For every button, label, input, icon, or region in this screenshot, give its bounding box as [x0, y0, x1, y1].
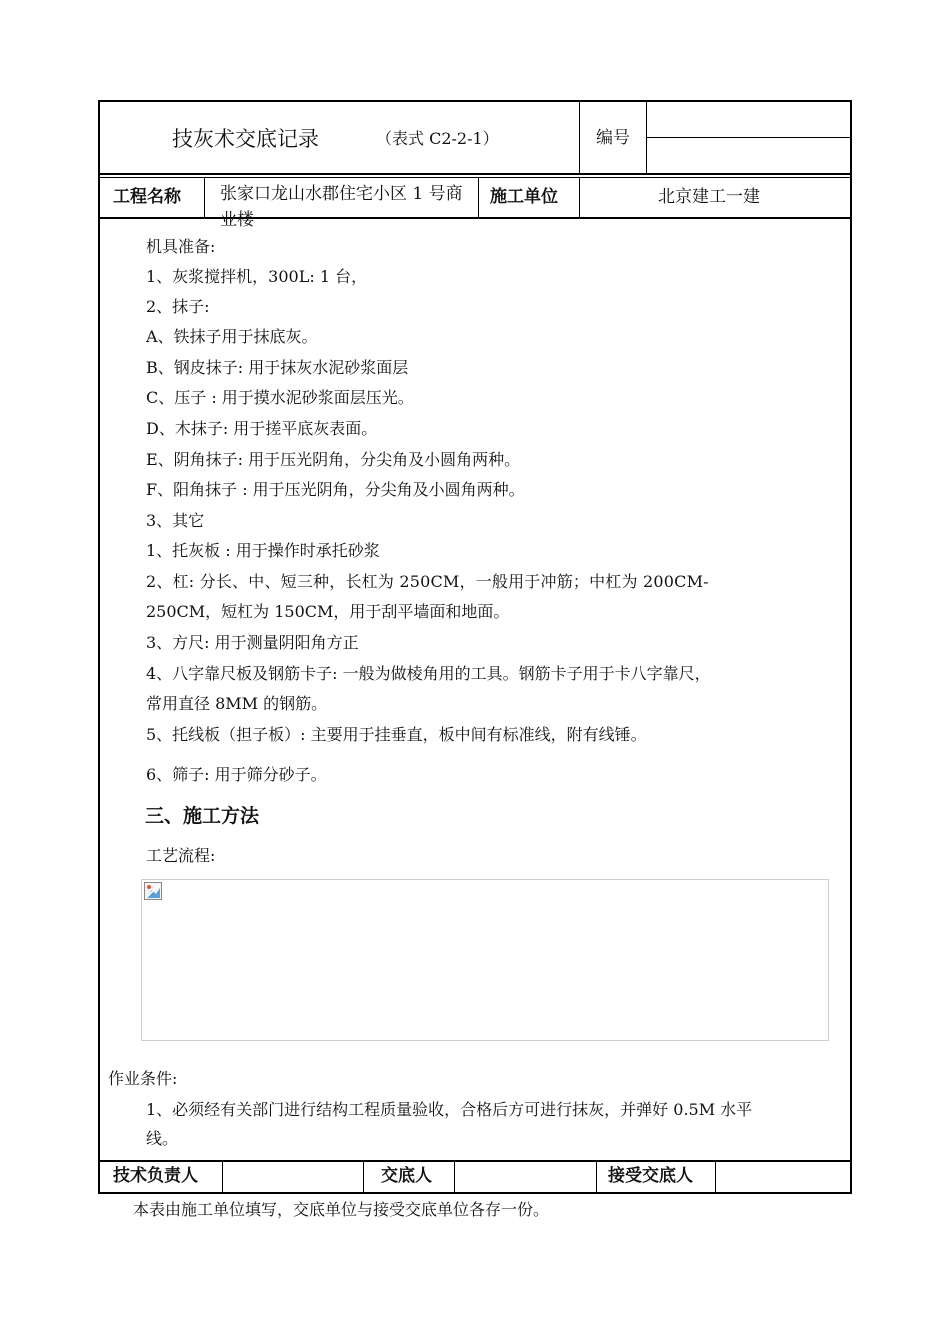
rod-description-line-1: 2、杠: 分长、中、短三种，长杠为 250CM，一般用于冲筋；中杠为 200CM-: [146, 572, 709, 591]
sieve-line: 6、筛子: 用于筛分砂子。: [146, 765, 327, 784]
number-label: 编号: [596, 128, 630, 148]
content-line: 机具准备:: [146, 237, 216, 256]
content-line: 1、托灰板 : 用于操作时承托砂浆: [146, 541, 380, 560]
ruler-description-line-2: 常用直径 8MM 的钢筋。: [146, 694, 328, 713]
document-title: 技灰术交底记录: [172, 127, 319, 151]
project-name-text: 张家口龙山水郡住宅小区 1 号商业楼: [220, 184, 463, 230]
content-line: B、钢皮抹子: 用于抹灰水泥砂浆面层: [146, 358, 409, 377]
handover-person-label: 交底人: [381, 1166, 432, 1186]
content-line: C、压子 : 用于摸水泥砂浆面层压光。: [146, 388, 414, 407]
content-line: D、木抹子: 用于搓平底灰表面。: [146, 419, 378, 438]
section-heading: 三、施工方法: [145, 805, 260, 827]
process-flow-image: [141, 879, 829, 1041]
contractor-label: 施工单位: [490, 187, 558, 207]
project-name-value: [206, 178, 476, 230]
footnote: 本表由施工单位填写，交底单位与接受交底单位各存一份。: [133, 1200, 550, 1219]
process-flow-label: 工艺流程:: [146, 846, 216, 865]
project-name-label: 工程名称: [113, 187, 181, 207]
receiver-label: 接受交底人: [608, 1166, 693, 1186]
form-code: （表式 C2-2-1）: [376, 129, 499, 148]
broken-image-icon: [144, 882, 162, 900]
condition-1-line-1: 1、必须经有关部门进行结构工程质量验收，合格后方可进行抹灰，并弹好 0.5M 水平: [146, 1100, 753, 1119]
plumb-board-line: 5、托线板（担子板）: 主要用于挂垂直，板中间有标准线，附有线锤。: [146, 725, 647, 744]
content-line: 2、抹子:: [146, 297, 210, 316]
condition-1-line-2: 线。: [146, 1129, 179, 1148]
work-conditions-label: 作业条件:: [108, 1069, 178, 1088]
rod-description-line-2: 250CM，短杠为 150CM，用于刮平墙面和地面。: [146, 602, 510, 621]
content-line: 3、其它: [146, 511, 205, 530]
contractor-value: 北京建工一建: [658, 187, 760, 207]
tech-lead-label: 技术负责人: [113, 1166, 198, 1186]
ruler-description-line-1: 4、八字靠尺板及钢筋卡子: 一般为做棱角用的工具。钢筋卡子用于卡八字靠尺，: [146, 664, 711, 683]
content-line: F、阳角抹子 : 用于压光阴角，分尖角及小圆角两种。: [146, 480, 525, 499]
square-ruler-line: 3、方尺: 用于测量阴阳角方正: [146, 633, 359, 652]
content-line: E、阴角抹子: 用于压光阴角，分尖角及小圆角两种。: [146, 450, 521, 469]
content-line: A、铁抹子用于抹底灰。: [146, 327, 318, 346]
content-line: 1、灰浆搅拌机，300L: 1 台，: [146, 267, 368, 286]
